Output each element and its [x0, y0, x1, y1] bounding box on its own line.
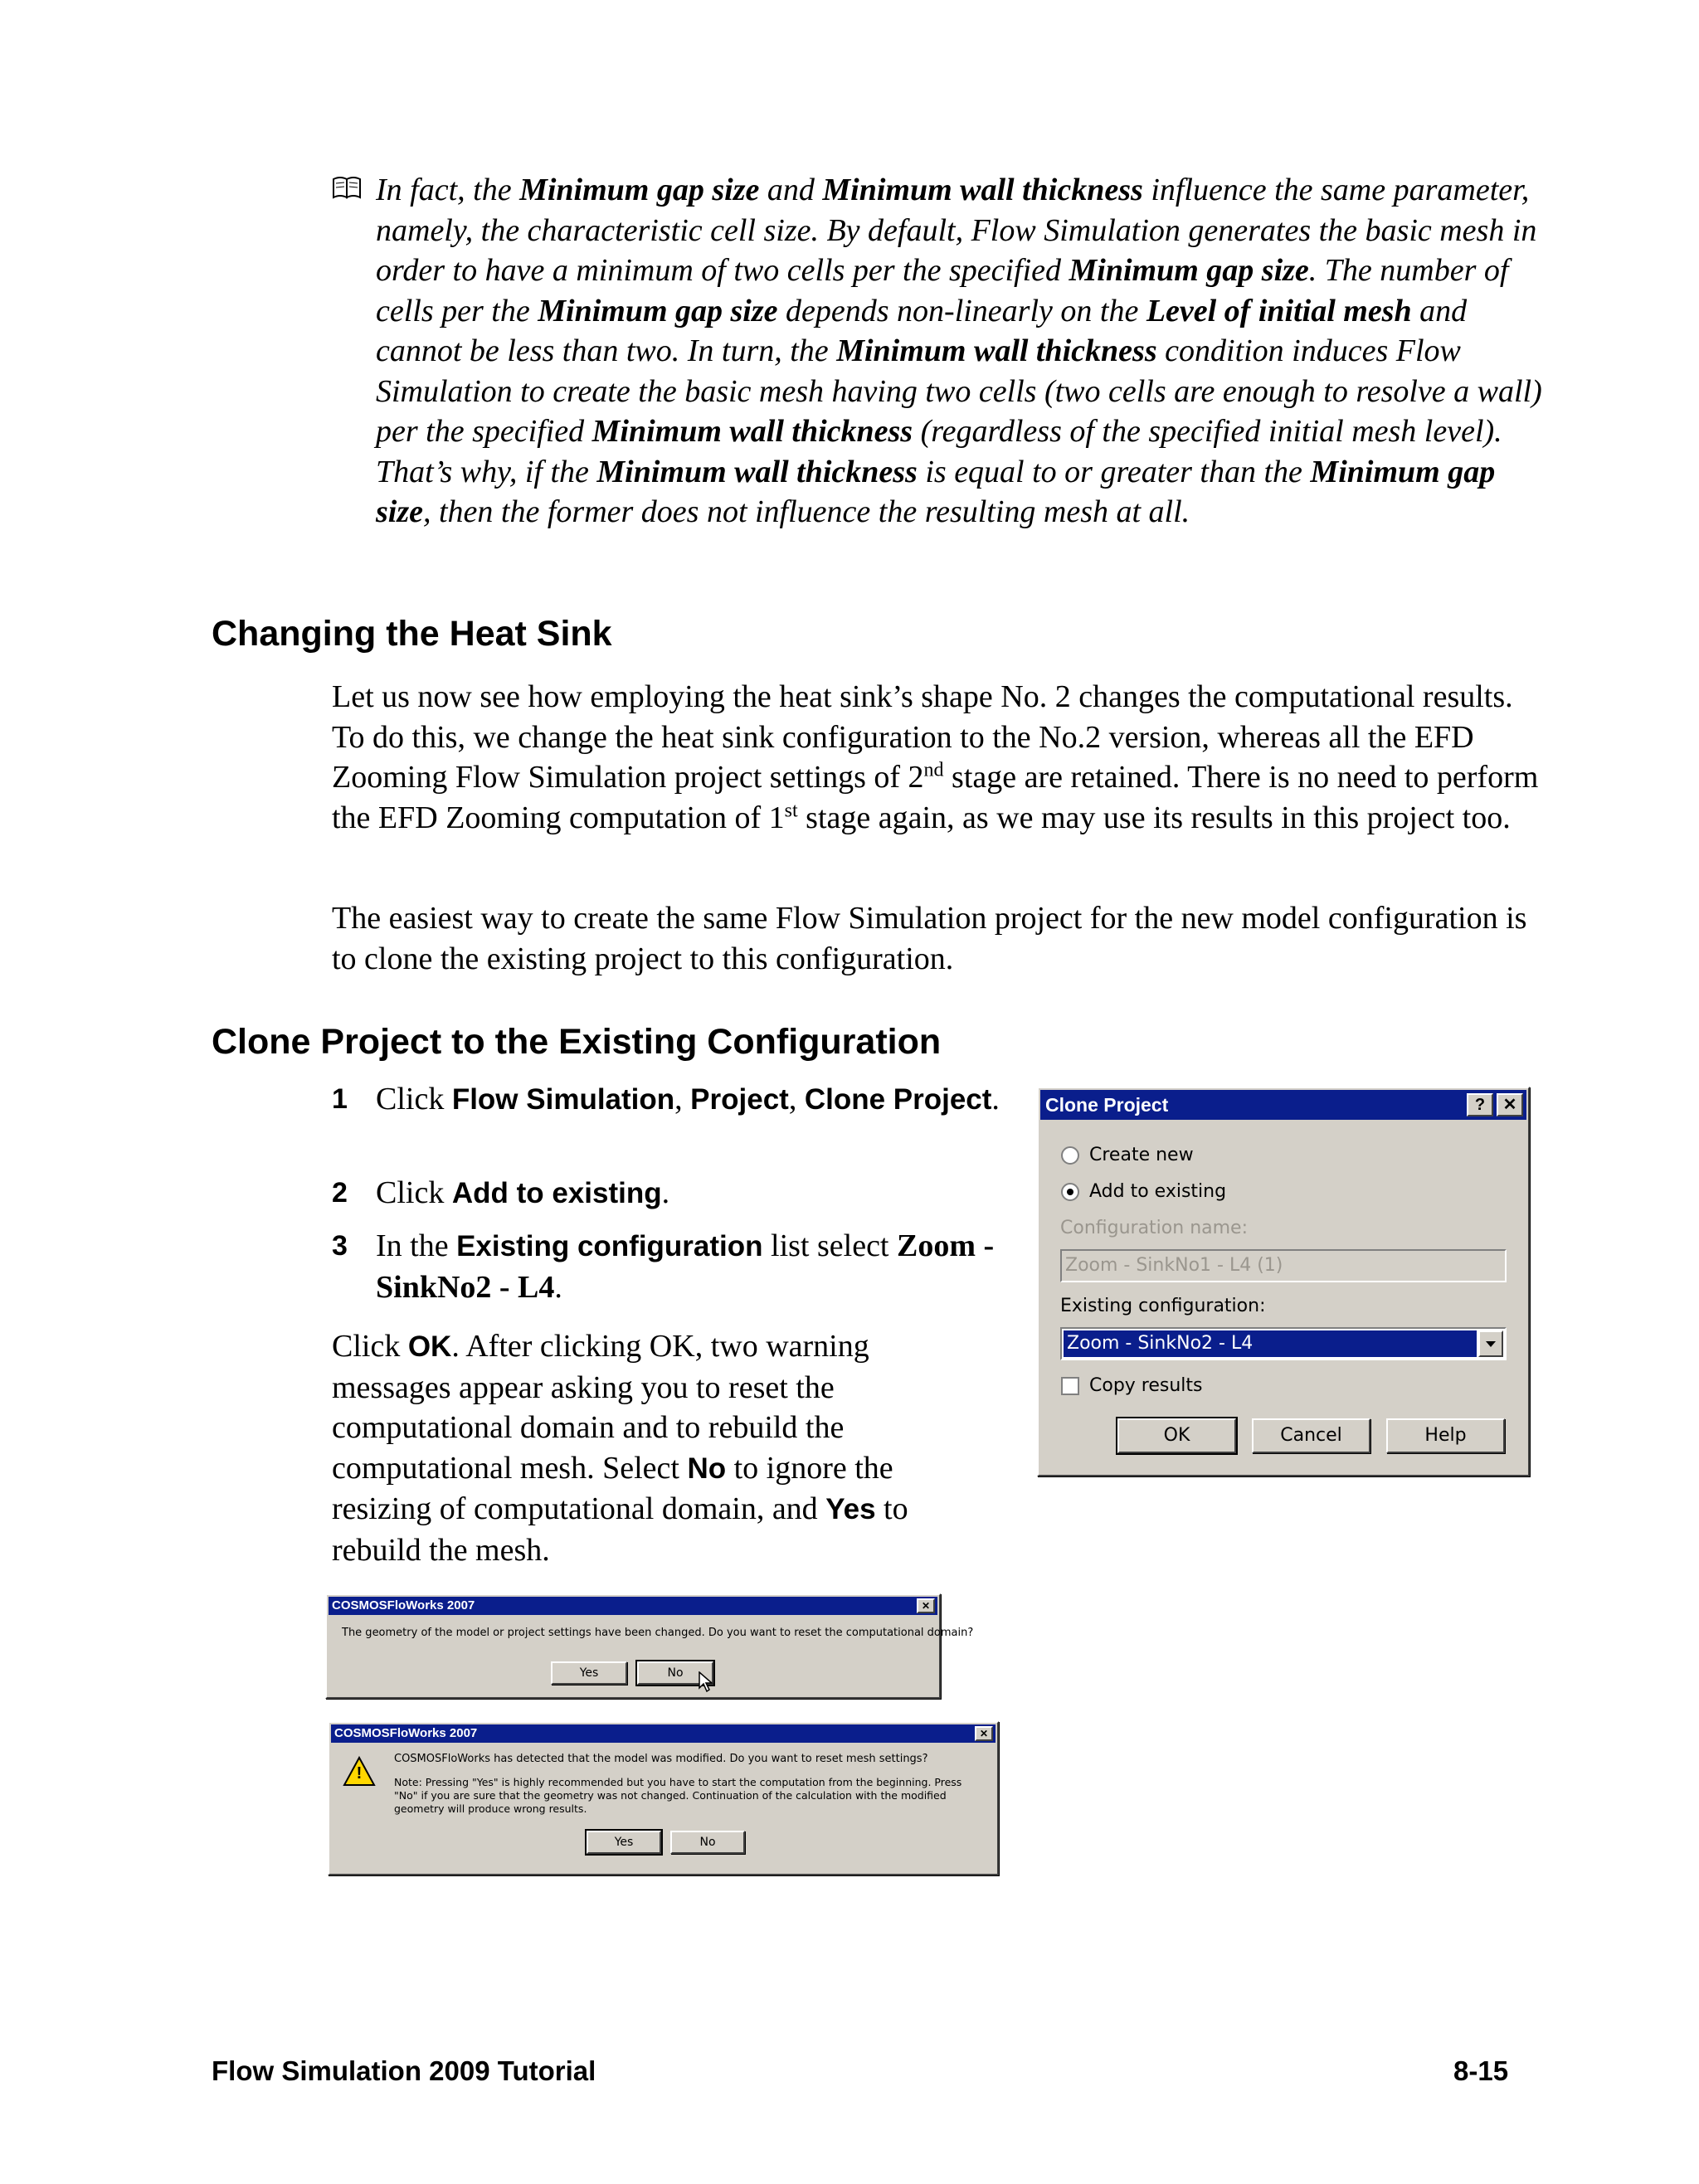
dialog-message: The geometry of the model or project settings have been changed. Do you want to reset the computational domain?: [342, 1627, 974, 1639]
help-button[interactable]: Help: [1386, 1418, 1505, 1453]
add-to-existing-label[interactable]: Add to existing: [1089, 1181, 1227, 1202]
section-heading-changing-heat-sink: Changing the Heat Sink: [212, 614, 612, 654]
section-heading-clone-project: Clone Project to the Existing Configuration: [212, 1022, 942, 1062]
yes-button[interactable]: Yes: [551, 1661, 627, 1685]
paragraph-clone-intro: The easiest way to create the same Flow Simulation project for the new model configuration is to clone the existing project to this configuration.: [332, 901, 1527, 976]
text-run: ,: [674, 1082, 691, 1116]
cancel-button[interactable]: Cancel: [1252, 1418, 1370, 1453]
emphasis-text: Minimum wall thickness: [591, 414, 913, 449]
create-new-label[interactable]: Create new: [1089, 1145, 1194, 1165]
dialog-title: Clone Project: [1045, 1094, 1169, 1116]
close-icon[interactable]: ✕: [917, 1598, 935, 1613]
dialog-titlebar: [331, 1724, 996, 1743]
step-text: [376, 1079, 1020, 1121]
text-run: , then the former does not influence the resulting mesh at all.: [423, 494, 1190, 529]
dialog-title: COSMOSFloWorks 2007: [332, 1598, 475, 1612]
step-text: [376, 1226, 1020, 1307]
emphasis-text: Minimum wall thickness: [836, 333, 1157, 368]
step-number: 3: [332, 1230, 348, 1262]
text-run: and: [759, 173, 823, 207]
emphasis-text: Flow Simulation: [451, 1083, 675, 1116]
footer-title: Flow Simulation 2009 Tutorial: [212, 2055, 596, 2086]
step-3: [332, 1226, 1020, 1307]
copy-results-checkbox[interactable]: [1061, 1377, 1079, 1395]
warning-glyph: !: [356, 1764, 363, 1783]
text-run: ,: [788, 1082, 805, 1116]
text-run: . After clicking OK, two warning messages appear asking you to reset the computational domain and to rebuild the computational mesh. Select: [332, 1329, 869, 1486]
emphasis-text: Minimum gap size: [538, 293, 778, 328]
dialog-title: COSMOSFloWorks 2007: [334, 1726, 478, 1740]
emphasis-text: Project: [690, 1083, 789, 1116]
copy-results-label[interactable]: Copy results: [1089, 1375, 1203, 1396]
text-run: In fact, the: [376, 173, 520, 207]
help-icon[interactable]: ?: [1467, 1093, 1493, 1116]
page-number: 8-15: [1453, 2055, 1509, 2086]
emphasis-text: No: [687, 1452, 727, 1485]
emphasis-text: Level of initial mesh: [1146, 293, 1412, 328]
no-button[interactable]: No: [637, 1661, 713, 1685]
reset-domain-dialog: [325, 1593, 974, 1699]
paragraph-after-ok: [332, 1326, 929, 1570]
emphasis-text: Zoom - SinkNo2 - L4: [376, 1228, 995, 1305]
text-run: In the: [376, 1228, 457, 1263]
text-run: condition induces Flow Simulation to create the basic mesh having two cells (two cells are enough to resolve a wall) per the specified: [376, 333, 1542, 449]
close-icon[interactable]: ✕: [975, 1726, 993, 1741]
emphasis-text: OK: [407, 1330, 452, 1363]
step-text: [376, 1173, 1020, 1214]
text-run: .: [661, 1175, 670, 1210]
chevron-down-icon[interactable]: [1478, 1330, 1503, 1357]
yes-button[interactable]: Yes: [587, 1831, 661, 1854]
step-2: [332, 1173, 1020, 1214]
dialog-titlebar: [329, 1597, 937, 1615]
text-run: .: [991, 1082, 1000, 1116]
configuration-name-field: Zoom - SinkNo1 - L4 (1): [1060, 1249, 1507, 1282]
emphasis-text: Add to existing: [451, 1177, 662, 1209]
text-run: to ignore the resizing of computational domain, and: [332, 1450, 893, 1526]
cursor-icon: [699, 1671, 713, 1693]
text-run: Click: [332, 1329, 408, 1364]
step-1: [332, 1079, 1020, 1121]
text-run: to rebuild the mesh.: [332, 1491, 908, 1568]
paragraph-heat-sink-intro: Let us now see how employing the heat sink’s shape No. 2 changes the computational results. To do this, we change the heat sink configuration to the No.2 version, whereas all the EFD Zooming Flow Simulation project settings of 2nd stage are retained. There is no need to perform the EFD Zooming computation of 1st stage again, as we may use its results in this project too.: [332, 679, 1539, 835]
ok-button[interactable]: OK: [1117, 1418, 1236, 1453]
emphasis-text: Yes: [825, 1493, 876, 1525]
emphasis-text: Minimum gap size: [376, 454, 1496, 529]
emphasis-text: Minimum wall thickness: [822, 173, 1143, 207]
emphasis-text: Minimum wall thickness: [596, 454, 918, 489]
no-button[interactable]: No: [670, 1831, 745, 1854]
note-text: [376, 170, 1543, 533]
text-run: and cannot be less than two. In turn, the: [376, 293, 1468, 368]
emphasis-text: Existing configuration: [456, 1230, 763, 1262]
warning-icon: [343, 1756, 376, 1788]
note-block: [332, 170, 1543, 533]
text-run: influence the same parameter, namely, the characteristic cell size. By default, Flow Simulation generates the basic mesh in order to have a minimum of two cells per the specified: [376, 173, 1537, 288]
clone-project-dialog: [1037, 1087, 1530, 1476]
book-icon: [332, 175, 362, 200]
text-run: list select: [762, 1228, 897, 1263]
configuration-name-label: Configuration name:: [1060, 1218, 1248, 1238]
text-run: Click: [376, 1082, 452, 1116]
dialog-titlebar: [1040, 1090, 1526, 1120]
dialog-message: COSMOSFloWorks has detected that the model was modified. Do you want to reset mesh settings?: [394, 1753, 928, 1765]
step-number: 2: [332, 1177, 348, 1209]
existing-configuration-select[interactable]: [1060, 1327, 1507, 1360]
text-run: depends non-linearly on the: [777, 293, 1146, 328]
existing-configuration-label: Existing configuration:: [1060, 1296, 1266, 1316]
emphasis-text: Minimum gap size: [1069, 253, 1309, 288]
dialog-note: Note: Pressing "Yes" is highly recommended but you have to start the computation from the beginning. Press "No" if you are sure that the geometry was not changed. Continuation of the calculation with the modified geometry will produce wrong results.: [394, 1776, 962, 1815]
add-to-existing-radio[interactable]: [1061, 1183, 1079, 1201]
step-number: 1: [332, 1083, 348, 1115]
existing-configuration-value: Zoom - SinkNo2 - L4: [1064, 1330, 1477, 1357]
text-run: .: [554, 1269, 562, 1305]
text-run: . The number of cells per the: [376, 253, 1509, 328]
close-icon[interactable]: ✕: [1497, 1093, 1523, 1116]
text-run: is equal to or greater than the: [917, 454, 1311, 489]
text-run: (regardless of the specified initial mesh level). That’s why, if the: [376, 414, 1502, 489]
create-new-radio[interactable]: [1061, 1146, 1079, 1165]
reset-mesh-dialog: [328, 1721, 999, 1875]
emphasis-text: Minimum gap size: [519, 173, 760, 207]
emphasis-text: Clone Project: [804, 1083, 992, 1116]
text-run: Click: [376, 1175, 452, 1210]
